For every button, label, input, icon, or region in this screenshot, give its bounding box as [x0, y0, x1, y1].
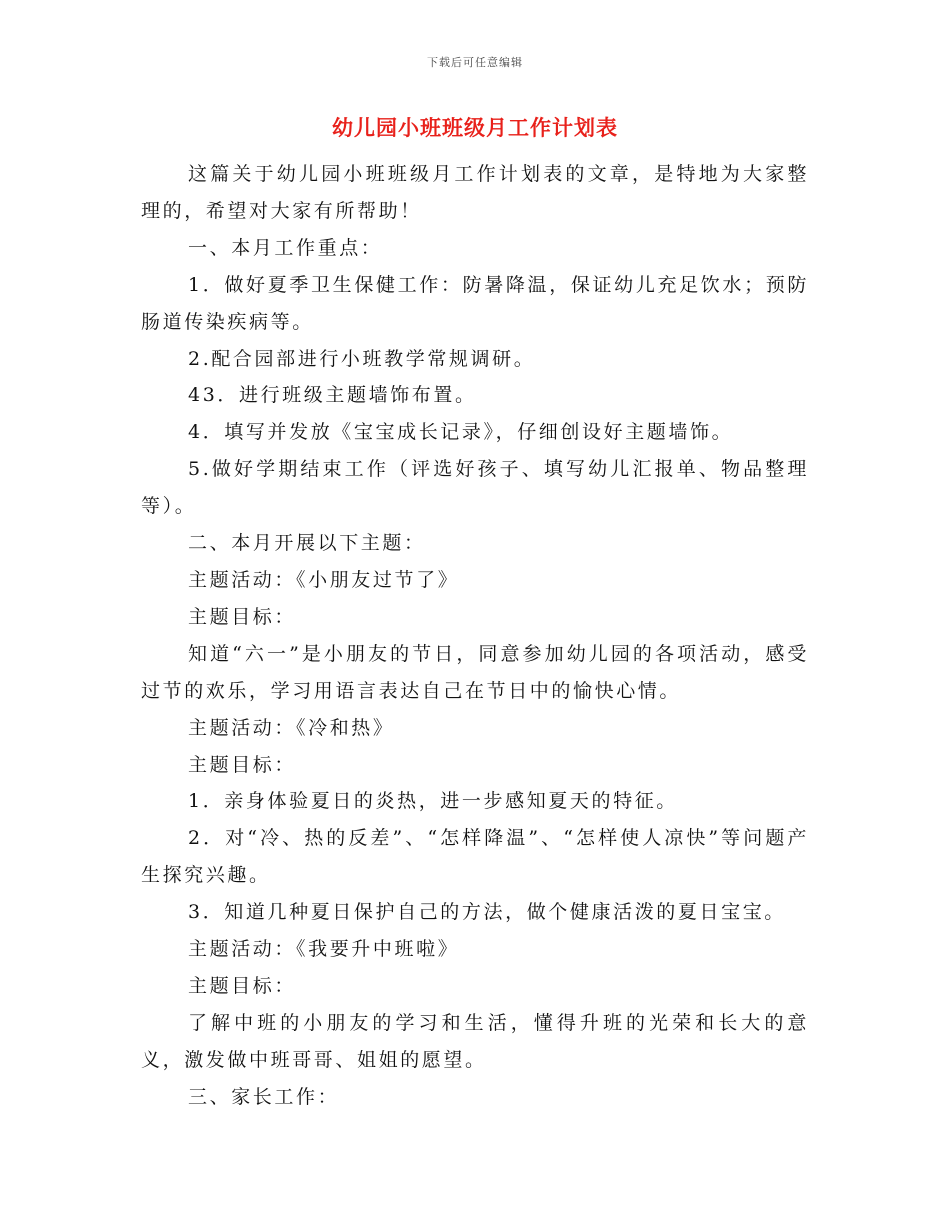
- theme-goal-label: 主题目标：: [188, 753, 297, 776]
- list-item-research: 2.配合园部进行小班教学常规调研。: [188, 347, 536, 370]
- list-item-health: 1．做好夏季卫生保健工作：防暑降温，保证幼儿充足饮水；预防肠道传染疾病等。: [141, 273, 809, 333]
- section-heading-focus: 一、本月工作重点：: [188, 236, 383, 259]
- section-heading-themes: 二、本月开展以下主题：: [188, 532, 426, 555]
- theme-goal-item: 1．亲身体验夏日的炎热，进一步感知夏天的特征。: [188, 790, 678, 813]
- theme-activity-cold-hot: 主题活动：《冷和热》: [188, 716, 395, 739]
- list-item-semester-end: 5.做好学期结束工作（评选好孩子、填写幼儿汇报单、物品整理等）。: [141, 458, 809, 518]
- document-title: 幼儿园小班班级月工作计划表: [332, 116, 618, 140]
- paragraph-intro: 这篇关于幼儿园小班班级月工作计划表的文章，是特地为大家整理的，希望对大家有所帮助！: [141, 163, 809, 222]
- theme-goal-middle-class: 了解中班的小朋友的学习和生活，懂得升班的光荣和长大的意义，激发做中班哥哥、姐姐的愿望。: [141, 1011, 809, 1071]
- header-note: 下载后可任意编辑: [427, 56, 523, 69]
- list-item-wall-decor: 43．进行班级主题墙饰布置。: [188, 384, 477, 407]
- document-body: [141, 156, 809, 1116]
- theme-goal-item: 2．对“冷、热的反差”、“怎样降温”、“怎样使人凉快”等问题产生探究兴趣。: [141, 827, 809, 887]
- list-item-growth-record: 4．填写并发放《宝宝成长记录》，仔细创设好主题墙饰。: [188, 421, 734, 444]
- theme-activity-middle-class: 主题活动：《我要升中班啦》: [188, 938, 460, 961]
- theme-activity-festival: 主题活动：《小朋友过节了》: [188, 568, 460, 591]
- theme-goal-item: 3．知道几种夏日保护自己的方法，做个健康活泼的夏日宝宝。: [188, 901, 786, 924]
- theme-goal-label: 主题目标：: [188, 974, 297, 997]
- theme-goal-festival: 知道“六一”是小朋友的节日，同意参加幼儿园的各项活动，感受过节的欢乐，学习用语言表达自己在节日中的愉快心情。: [141, 642, 809, 702]
- section-heading-parents: 三、家长工作：: [188, 1085, 340, 1108]
- theme-goal-label: 主题目标：: [188, 605, 297, 628]
